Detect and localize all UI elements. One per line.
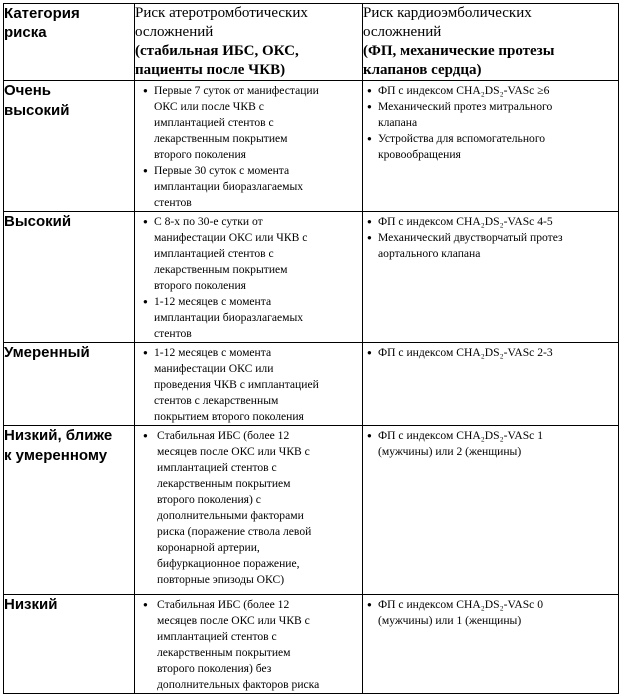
cardioembolic-risk-cell [363,81,619,212]
list-item-text: стентов с лекарственным [154,394,279,407]
risk-category-label: Низкий [4,596,58,613]
list-item-text: дополнительными факторами [157,509,304,522]
list-item-text: (мужчины) или 2 (женщины) [378,445,522,458]
list-item-text: ● Устройства для вспомогательного [378,132,546,145]
list-item-text: имплантацией стентов с [157,461,277,474]
header-category-line: Категория [4,5,80,22]
header-embolic-line: клапанов сердца) [363,62,482,78]
risk-category-label: высокий [4,102,70,119]
risk-category-table [3,3,619,694]
list-item-text: второго поколения) с [157,493,261,506]
list-item-text: коронарной артерии, [157,541,260,554]
table-row [4,212,619,343]
list-item [378,83,618,99]
atherothrombotic-risk-cell [135,426,363,595]
header-embolic-line: Риск кардиоэмболических [363,5,532,21]
embolic-criteria-list [363,595,618,629]
list-item-text: лекарственным покрытием [154,263,288,276]
list-item-text: дополнительных факторов риска [157,678,320,691]
athero-criteria-list [135,595,362,693]
cardioembolic-risk-cell [363,343,619,426]
embolic-criteria-list [363,426,618,460]
list-item [378,131,618,163]
list-item-text: ● ФП с индексом CHA₂DS₂-VASc 4-5 [378,215,553,228]
list-item [378,428,618,460]
cardioembolic-risk-cell [363,426,619,595]
list-item-text: месяцев после ОКС или ЧКВ с [157,445,310,458]
risk-category-label: к умеренному [4,447,108,464]
list-item-text: второго поколения [154,279,247,292]
list-item-text: ● ФП с индексом CHA₂DS₂-VASc 1 [378,429,544,442]
table-row [4,81,619,212]
list-item-text: покрытием второго поколения [154,410,304,423]
list-item [154,294,362,342]
list-item [378,230,618,262]
list-item-text: имплантации биоразлагаемых [154,180,304,193]
table-row [4,343,619,426]
list-item [378,597,618,629]
list-item [157,597,362,693]
list-item-text: манифестации ОКС или [154,362,274,375]
risk-category-cell [4,81,135,212]
list-item [154,163,362,211]
cardioembolic-risk-cell [363,212,619,343]
list-item-text: бифуркационное поражение, [157,557,300,570]
header-row [4,4,619,81]
list-item-text: имплантацией стентов с [154,247,274,260]
table-body [4,4,619,694]
list-item-text: клапана [378,116,418,129]
risk-category-label: Очень [4,82,51,99]
list-item-text: ● Первые 7 суток от манифестации [154,84,319,97]
list-item [154,345,362,425]
list-item-text: стентов [154,196,192,209]
risk-category-cell [4,595,135,694]
list-item [378,345,618,361]
athero-criteria-list [135,212,362,342]
list-item [378,99,618,131]
header-athero-line: Риск атеротромботических [135,5,308,21]
list-item-text: лекарственным покрытием [157,477,291,490]
header-athero-line: (стабильная ИБС, ОКС, [135,43,299,59]
atherothrombotic-risk-cell [135,343,363,426]
list-item-text: месяцев после ОКС или ЧКВ с [157,614,310,627]
list-item-text: ● С 8-х по 30-е сутки от [154,215,263,228]
header-category-line: риска [4,24,47,41]
list-item [154,83,362,163]
atherothrombotic-risk-cell [135,212,363,343]
list-item-text: ● Стабильная ИБС (более 12 [157,598,290,611]
athero-criteria-list [135,343,362,425]
list-item-text: аортального клапана [378,247,481,260]
list-item-text: лекарственным покрытием [157,646,291,659]
embolic-criteria-list [363,212,618,262]
list-item-text: лекарственным покрытием [154,132,288,145]
list-item-text: манифестации ОКС или ЧКВ с [154,231,308,244]
header-embolic-line: (ФП, механические протезы [363,43,555,59]
list-item-text: ● ФП с индексом CHA₂DS₂-VASc 0 [378,598,544,611]
list-item-text: ● ФП с индексом CHA₂DS₂-VASc 2-3 [378,346,553,359]
list-item-text: риска (поражение ствола левой [157,525,312,538]
table-row [4,426,619,595]
list-item-text: ● 1-12 месяцев с момента [154,346,272,359]
list-item-text: ● Первые 30 суток с момента [154,164,290,177]
header-athero-line: осложнений [135,24,214,40]
embolic-criteria-list [363,343,618,361]
list-item-text: ОКС или после ЧКВ с [154,100,264,113]
list-item-text: (мужчины) или 1 (женщины) [378,614,522,627]
risk-category-label: Умеренный [4,344,90,361]
athero-criteria-list [135,426,362,588]
list-item-text: второго поколения [154,148,247,161]
list-item-text: имплантации биоразлагаемых [154,311,304,324]
list-item [154,214,362,294]
header-atherothrombotic [135,4,363,81]
list-item-text: ● Стабильная ИБС (более 12 [157,429,290,442]
risk-category-label: Низкий, ближе [4,427,113,444]
list-item [157,428,362,588]
list-item-text: проведения ЧКВ с имплантацией [154,378,319,391]
header-cardioembolic [363,4,619,81]
list-item-text: кровообращения [378,148,461,161]
risk-category-label: Высокий [4,213,72,230]
embolic-criteria-list [363,81,618,163]
list-item-text: второго поколения) без [157,662,272,675]
list-item-text: имплантацией стентов с [157,630,277,643]
list-item-text: ● Механический двустворчатый протез [378,231,563,244]
table-row [4,595,619,694]
risk-category-cell [4,426,135,595]
list-item-text: стентов [154,327,192,340]
risk-category-cell [4,212,135,343]
header-category [4,4,135,81]
atherothrombotic-risk-cell [135,595,363,694]
list-item-text: ● ФП с индексом CHA₂DS₂-VASc ≥6 [378,84,550,97]
cardioembolic-risk-cell [363,595,619,694]
atherothrombotic-risk-cell [135,81,363,212]
header-athero-line: пациенты после ЧКВ) [135,62,286,78]
athero-criteria-list [135,81,362,211]
list-item [378,214,618,230]
risk-category-cell [4,343,135,426]
list-item-text: ● Механический протез митрального [378,100,553,113]
list-item-text: имплантацией стентов с [154,116,274,129]
header-embolic-line: осложнений [363,24,442,40]
list-item-text: ● 1-12 месяцев с момента [154,295,272,308]
list-item-text: повторные эпизоды ОКС) [157,573,285,586]
